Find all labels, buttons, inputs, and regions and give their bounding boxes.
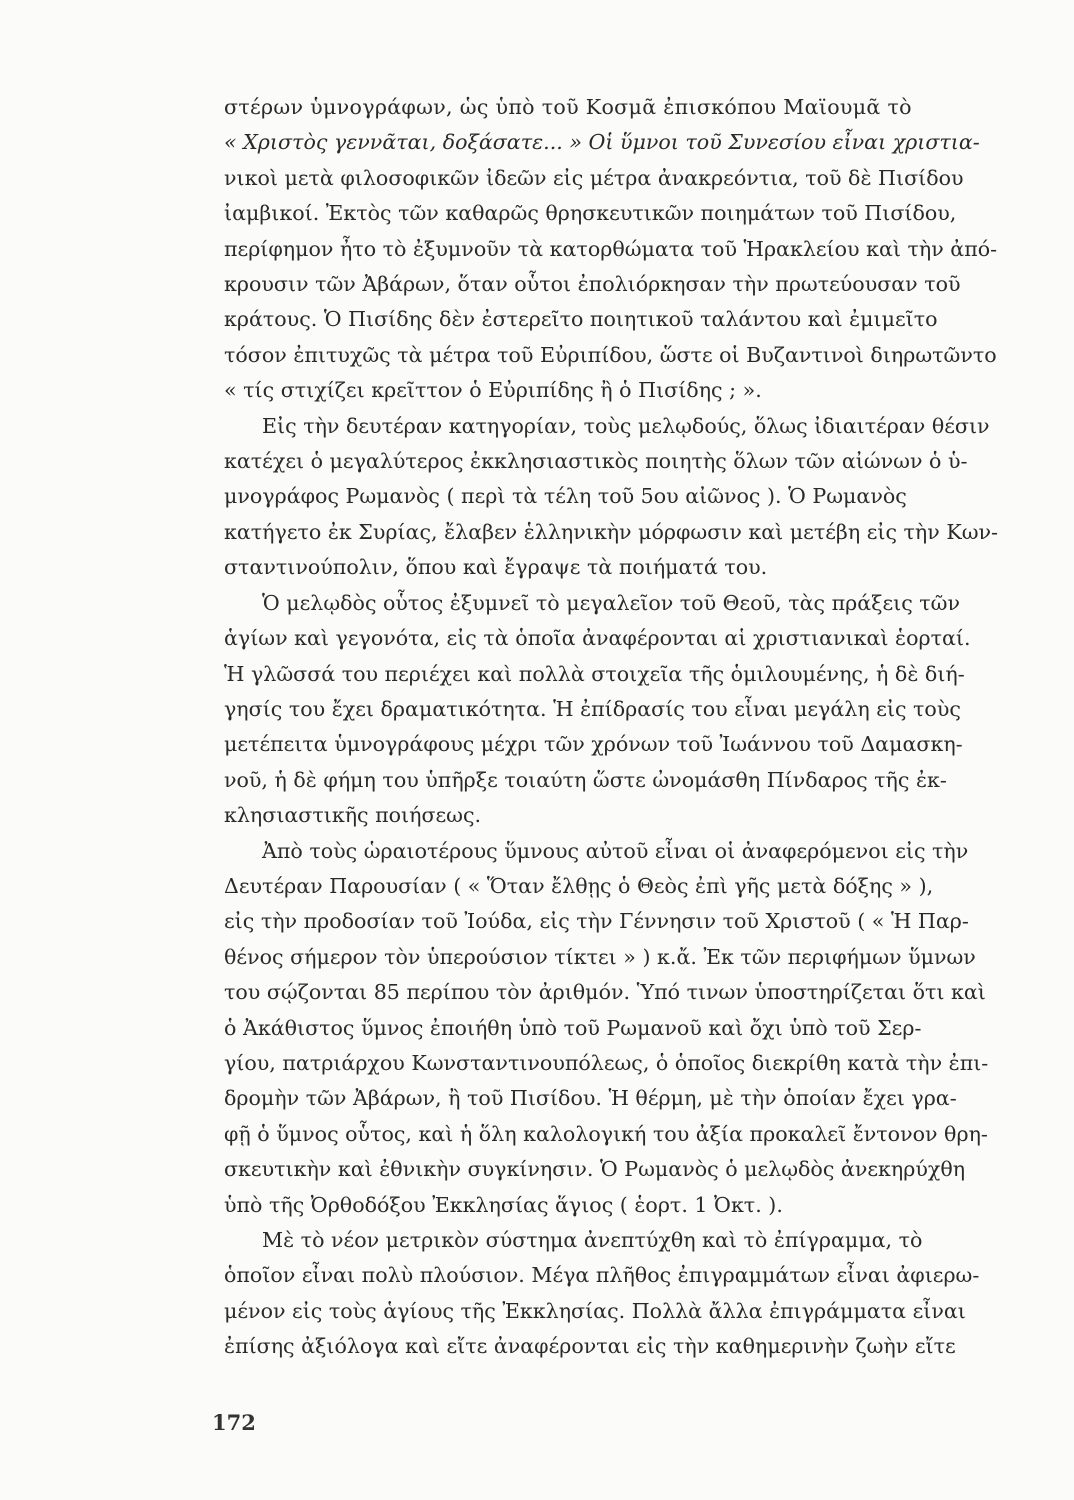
body-text (224, 90, 1048, 1365)
text-line: γίου, πατριάρχου Κωνσταντινουπόλεως, ὁ ὁποῖος διεκρίθη κατὰ τὴν ἐπι- (224, 1050, 989, 1075)
text-line: μετέπειτα ὑμνογράφους μέχρι τῶν χρόνων τοῦ Ἰωάννου τοῦ Δαμασκη- (224, 732, 963, 757)
text-line: φῇ ὁ ὕμνος οὗτος, καὶ ἡ ὅλη καλολογική του ἀξία προκαλεῖ ἔντονον θρη- (224, 1121, 988, 1146)
text-line: μένον εἰς τοὺς ἁγίους τῆς Ἐκκλησίας. Πολλὰ ἄλλα ἐπιγράμματα εἶναι (224, 1298, 966, 1323)
text-line: κρουσιν τῶν Ἀβάρων, ὅταν οὗτοι ἐπολιόρκησαν τὴν πρωτεύουσαν τοῦ (224, 272, 961, 297)
text-line: ἰαμβικοί. Ἐκτὸς τῶν καθαρῶς θρησκευτικῶν ποιημάτων τοῦ Πισίδου, (224, 201, 957, 226)
text-line: του σῴζονται 85 περίπου τὸν ἀριθμόν. Ὑπό τινων ὑποστηρίζεται ὅτι καὶ (224, 980, 986, 1005)
text-line: ὁποῖον εἶναι πολὺ πλούσιον. Μέγα πλῆθος ἐπιγραμμάτων εἶναι ἀφιερω- (224, 1263, 980, 1288)
text-line: κλησιαστικῆς ποιήσεως. (224, 803, 482, 828)
text-line: ἐπίσης ἀξιόλογα καὶ εἴτε ἀναφέρονται εἰς τὴν καθημερινὴν ζωὴν εἴτε (224, 1334, 956, 1359)
text-line: κατήγετο ἐκ Συρίας, ἔλαβεν ἑλληνικὴν μόρφωσιν καὶ μετέβη εἰς τὴν Κων- (224, 519, 998, 544)
text-line: δρομὴν τῶν Ἀβάρων, ἢ τοῦ Πισίδου. Ἡ θέρμη, μὲ τὴν ὁποίαν ἔχει γρα- (224, 1086, 957, 1111)
text-line: Ἡ γλῶσσά του περιέχει καὶ πολλὰ στοιχεῖα τῆς ὁμιλουμένης, ἡ δὲ διή- (224, 661, 965, 686)
text-line: σταντινούπολιν, ὅπου καὶ ἔγραψε τὰ ποιήματά του. (224, 555, 768, 580)
paragraph-start: Εἰς τὴν δευτέραν κατηγορίαν, τοὺς μελῳδούς, ὅλως ἰδιαιτέραν θέσιν (262, 413, 990, 438)
text-line: μνογράφος Ρωμανὸς ( περὶ τὰ τέλη τοῦ 5ου αἰῶνος ). Ὁ Ρωμανὸς (224, 484, 907, 509)
paragraph-start: Ὁ μελῳδὸς οὗτος ἐξυμνεῖ τὸ μεγαλεῖον τοῦ Θεοῦ, τὰς πράξεις τῶν (262, 590, 960, 615)
text-line: τόσον ἐπιτυχῶς τὰ μέτρα τοῦ Εὐριπίδου, ὥστε οἱ Βυζαντινοὶ διηρωτῶντο (224, 342, 997, 367)
text-line: ὁ Ἀκάθιστος ὕμνος ἐποιήθη ὑπὸ τοῦ Ρωμανοῦ καὶ ὄχι ὑπὸ τοῦ Σερ- (224, 1015, 922, 1040)
text-line: γησίς του ἔχει δραματικότητα. Ἡ ἐπίδρασίς του εἶναι μεγάλη εἰς τοὺς (224, 696, 961, 721)
text-line: ὑπὸ τῆς Ὀρθοδόξου Ἐκκλησίας ἅγιος ( ἑορτ. 1 Ὀκτ. ). (224, 1192, 783, 1217)
text-line: στέρων ὑμνογράφων, ὡς ὑπὸ τοῦ Κοσμᾶ ἐπισκόπου Μαϊουμᾶ τὸ (224, 95, 912, 119)
text-line: Δευτέραν Παρουσίαν ( « Ὅταν ἔλθῃς ὁ Θεὸς ἐπὶ γῆς μετὰ δόξης » ), (224, 873, 934, 898)
page-number: 172 (212, 1410, 256, 1435)
text-line: κράτους. Ὁ Πισίδης δὲν ἐστερεῖτο ποιητικοῦ ταλάντου καὶ ἐμιμεῖτο (224, 307, 938, 332)
text-line: « τίς στιχίζει κρεῖττον ὁ Εὐριπίδης ἢ ὁ Πισίδης ; ». (224, 378, 762, 403)
text-line: νοῦ, ἡ δὲ φήμη του ὑπῆρξε τοιαύτη ὥστε ὠνομάσθη Πίνδαρος τῆς ἐκ- (224, 767, 947, 792)
paragraph-start: Ἀπὸ τοὺς ὡραιοτέρους ὕμνους αὐτοῦ εἶναι οἱ ἀναφερόμενοι εἰς τὴν (262, 838, 969, 863)
text-line: « Χριστὸς γεννᾶται, δοξάσατε... » Οἱ ὕμνοι τοῦ Συνεσίου εἶναι χριστια- (224, 130, 980, 155)
text-line: κατέχει ὁ μεγαλύτερος ἐκκλησιαστικὸς ποιητὴς ὅλων τῶν αἰώνων ὁ ὑ- (224, 449, 968, 474)
text-line: εἰς τὴν προδοσίαν τοῦ Ἰούδα, εἰς τὴν Γέννησιν τοῦ Χριστοῦ ( « Ἡ Παρ- (224, 909, 969, 934)
text-line: περίφημον ἦτο τὸ ἐξυμνοῦν τὰ κατορθώματα τοῦ Ἡρακλείου καὶ τὴν ἀπό- (224, 236, 998, 261)
text-line: νικοὶ μετὰ φιλοσοφικῶν ἰδεῶν εἰς μέτρα ἀνακρεόντια, τοῦ δὲ Πισίδου (224, 165, 964, 190)
paragraph-start: Μὲ τὸ νέον μετρικὸν σύστημα ἀνεπτύχθη καὶ τὸ ἐπίγραμμα, τὸ (262, 1228, 923, 1252)
text-line: θένος σήμερον τὸν ὑπερούσιον τίκτει » ) κ.ἄ. Ἐκ τῶν περιφήμων ὕμνων (224, 944, 976, 969)
text-line: ἁγίων καὶ γεγονότα, εἰς τὰ ὁποῖα ἀναφέρονται αἱ χριστιανικαὶ ἑορταί. (224, 626, 971, 651)
text-line: σκευτικὴν καὶ ἐθνικὴν συγκίνησιν. Ὁ Ρωμανὸς ὁ μελῳδὸς ἀνεκηρύχθη (224, 1157, 966, 1182)
